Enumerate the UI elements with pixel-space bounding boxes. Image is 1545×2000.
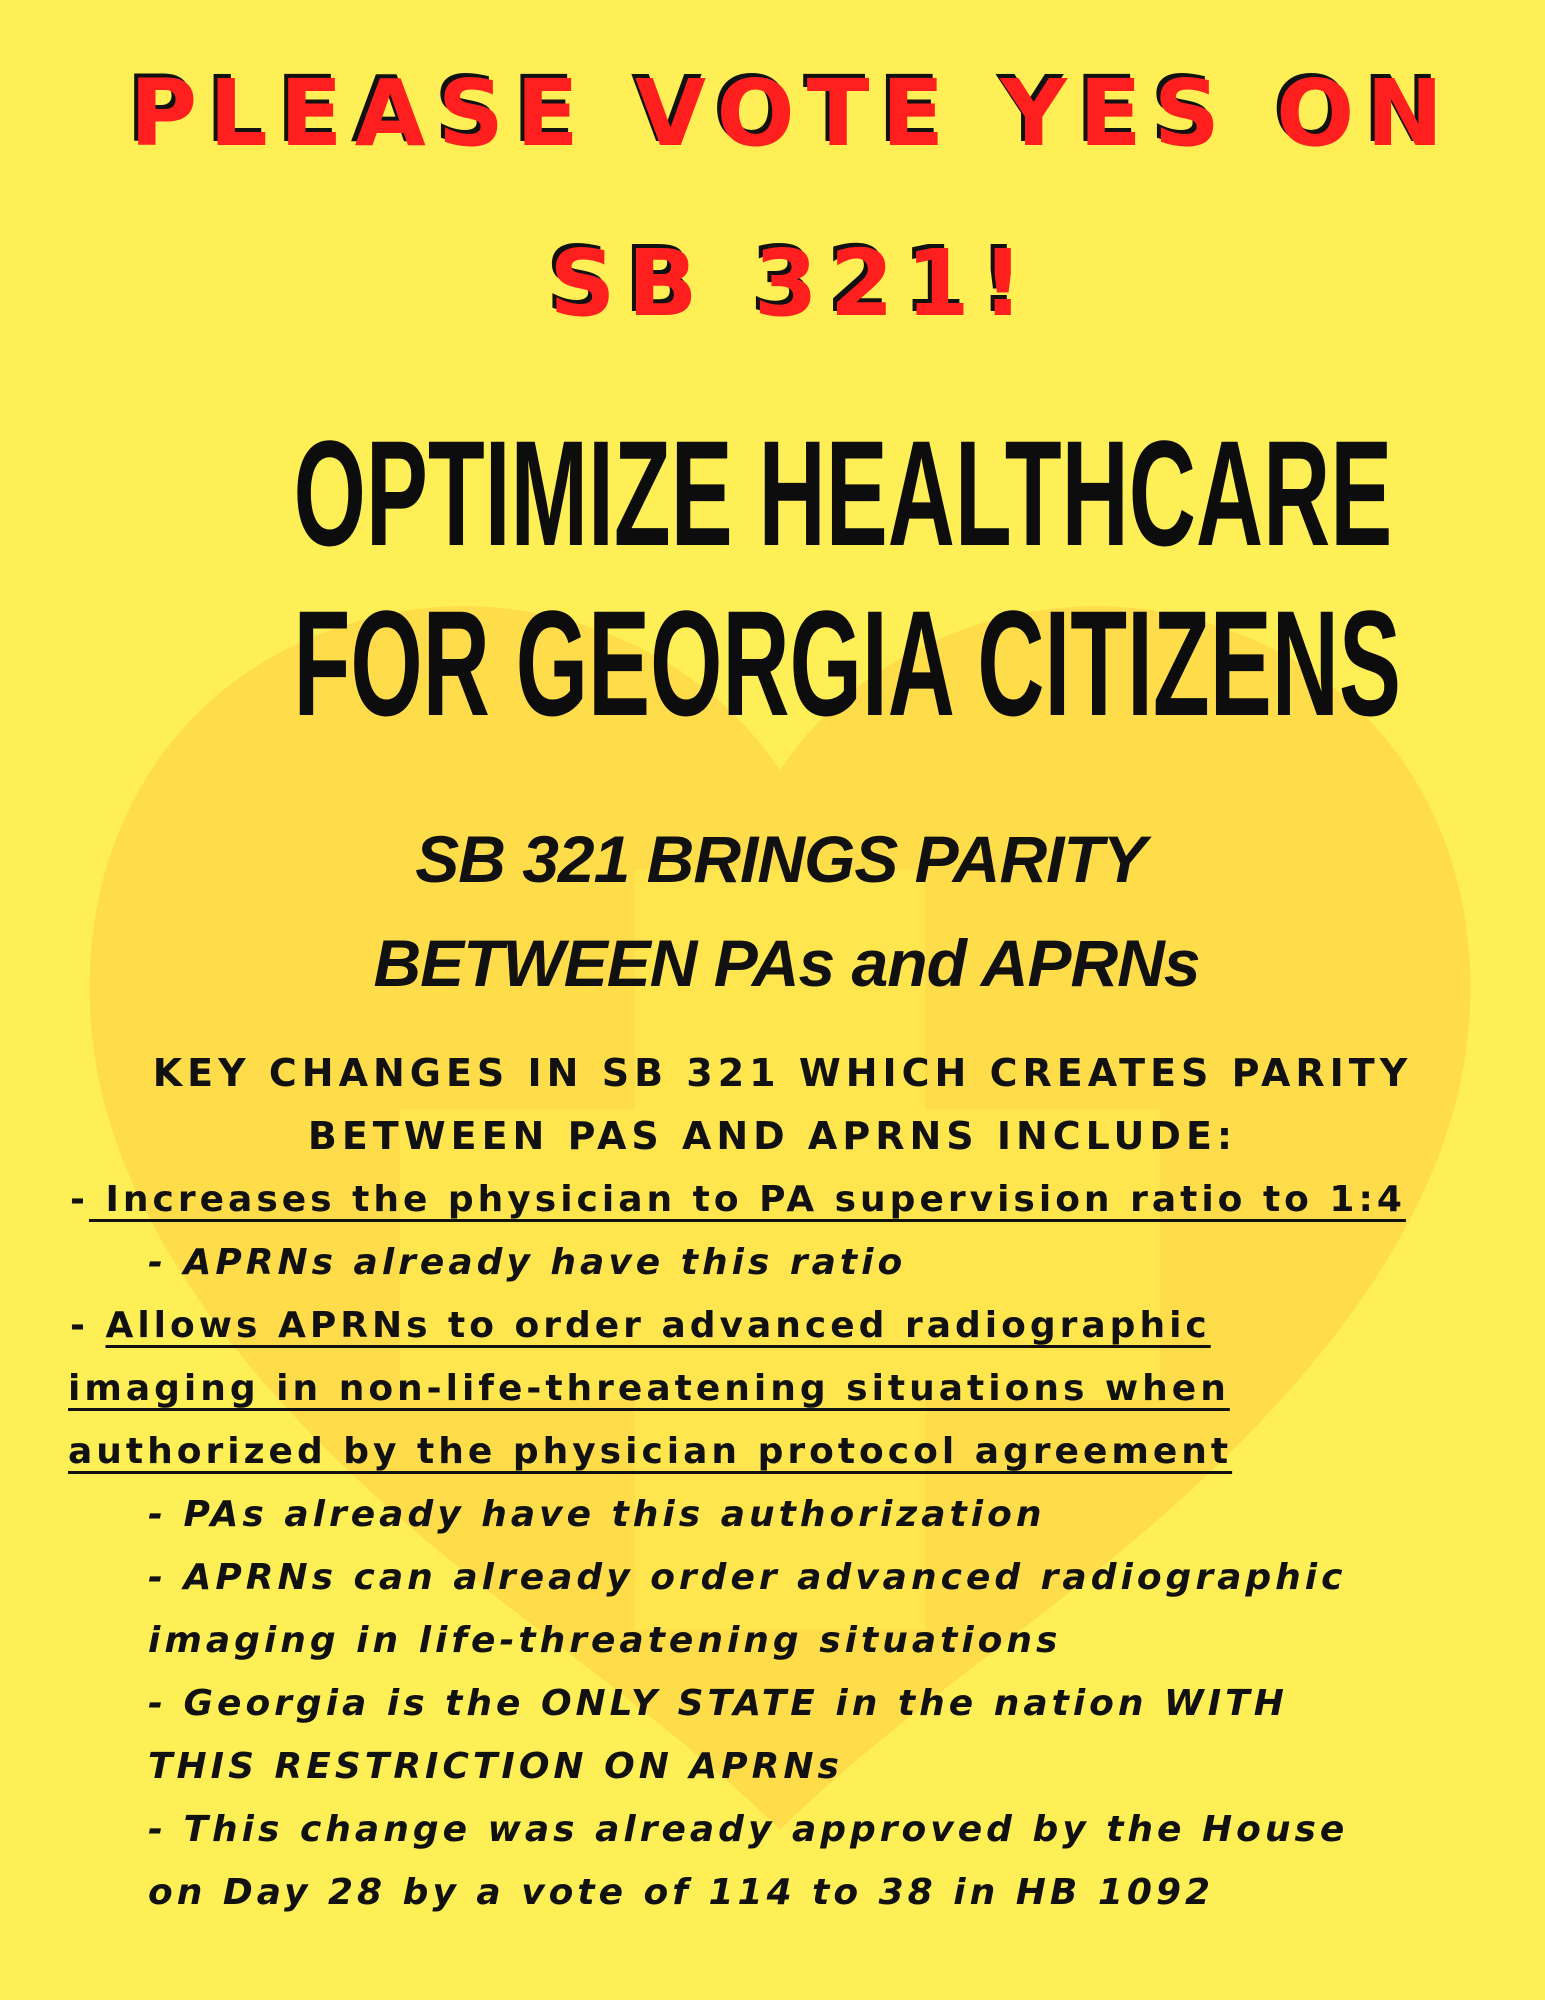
- headline-line-1: PLEASE VOTE YES ON: [129, 60, 1456, 167]
- change-2-note-3-cont: THIS RESTRICTION ON APRNs: [148, 1746, 843, 1787]
- key-changes-heading-line-2: BETWEEN PAS AND APRNS INCLUDE:: [307, 1114, 1238, 1158]
- change-2-text-line-3: authorized by the physician protocol agreement: [68, 1431, 1233, 1472]
- change-2-note-4-cont: on Day 28 by a vote of 114 to 38 in HB 1092: [148, 1872, 1215, 1913]
- headline-line-2: SB 321!: [549, 230, 1036, 337]
- change-2-note-3: - Georgia is the ONLY STATE in the nation WITH: [148, 1683, 1288, 1724]
- change-1-dash: -: [70, 1179, 89, 1220]
- change-2-dash: -: [70, 1305, 106, 1346]
- change-2-note-1: - PAs already have this authorization: [148, 1494, 1046, 1535]
- change-2-note-2: - APRNs can already order advanced radiographic: [148, 1557, 1347, 1598]
- change-1-note-1: - APRNs already have this ratio: [148, 1242, 907, 1283]
- subtitle-line-2: BETWEEN PAs and APRNs: [373, 926, 1200, 1000]
- change-2-note-2-cont: imaging in life-threatening situations: [148, 1620, 1062, 1661]
- change-2-note-4: - This change was already approved by the House: [148, 1809, 1349, 1850]
- title-line-1: OPTIMIZE HEALTHCARE: [293, 409, 1393, 577]
- change-2-title-line-1: [70, 1305, 1211, 1346]
- change-2-text-line-1: Allows APRNs to order advanced radiographic: [105, 1305, 1211, 1346]
- change-1-title: [70, 1179, 1406, 1220]
- change-2-title-line-3: [68, 1431, 1233, 1472]
- title-line-2: FOR GEORGIA CITIZENS: [293, 579, 1401, 747]
- change-1-text: Increases the physician to PA supervision ratio to 1:4: [88, 1179, 1406, 1220]
- key-changes-heading-line-1: KEY CHANGES IN SB 321 WHICH CREATES PARITY: [152, 1051, 1413, 1095]
- change-2-text-line-2: imaging in non-life-threatening situations when: [68, 1368, 1230, 1409]
- subtitle-line-1: SB 321 BRINGS PARITY: [415, 822, 1146, 896]
- change-2-title-line-2: [68, 1368, 1230, 1409]
